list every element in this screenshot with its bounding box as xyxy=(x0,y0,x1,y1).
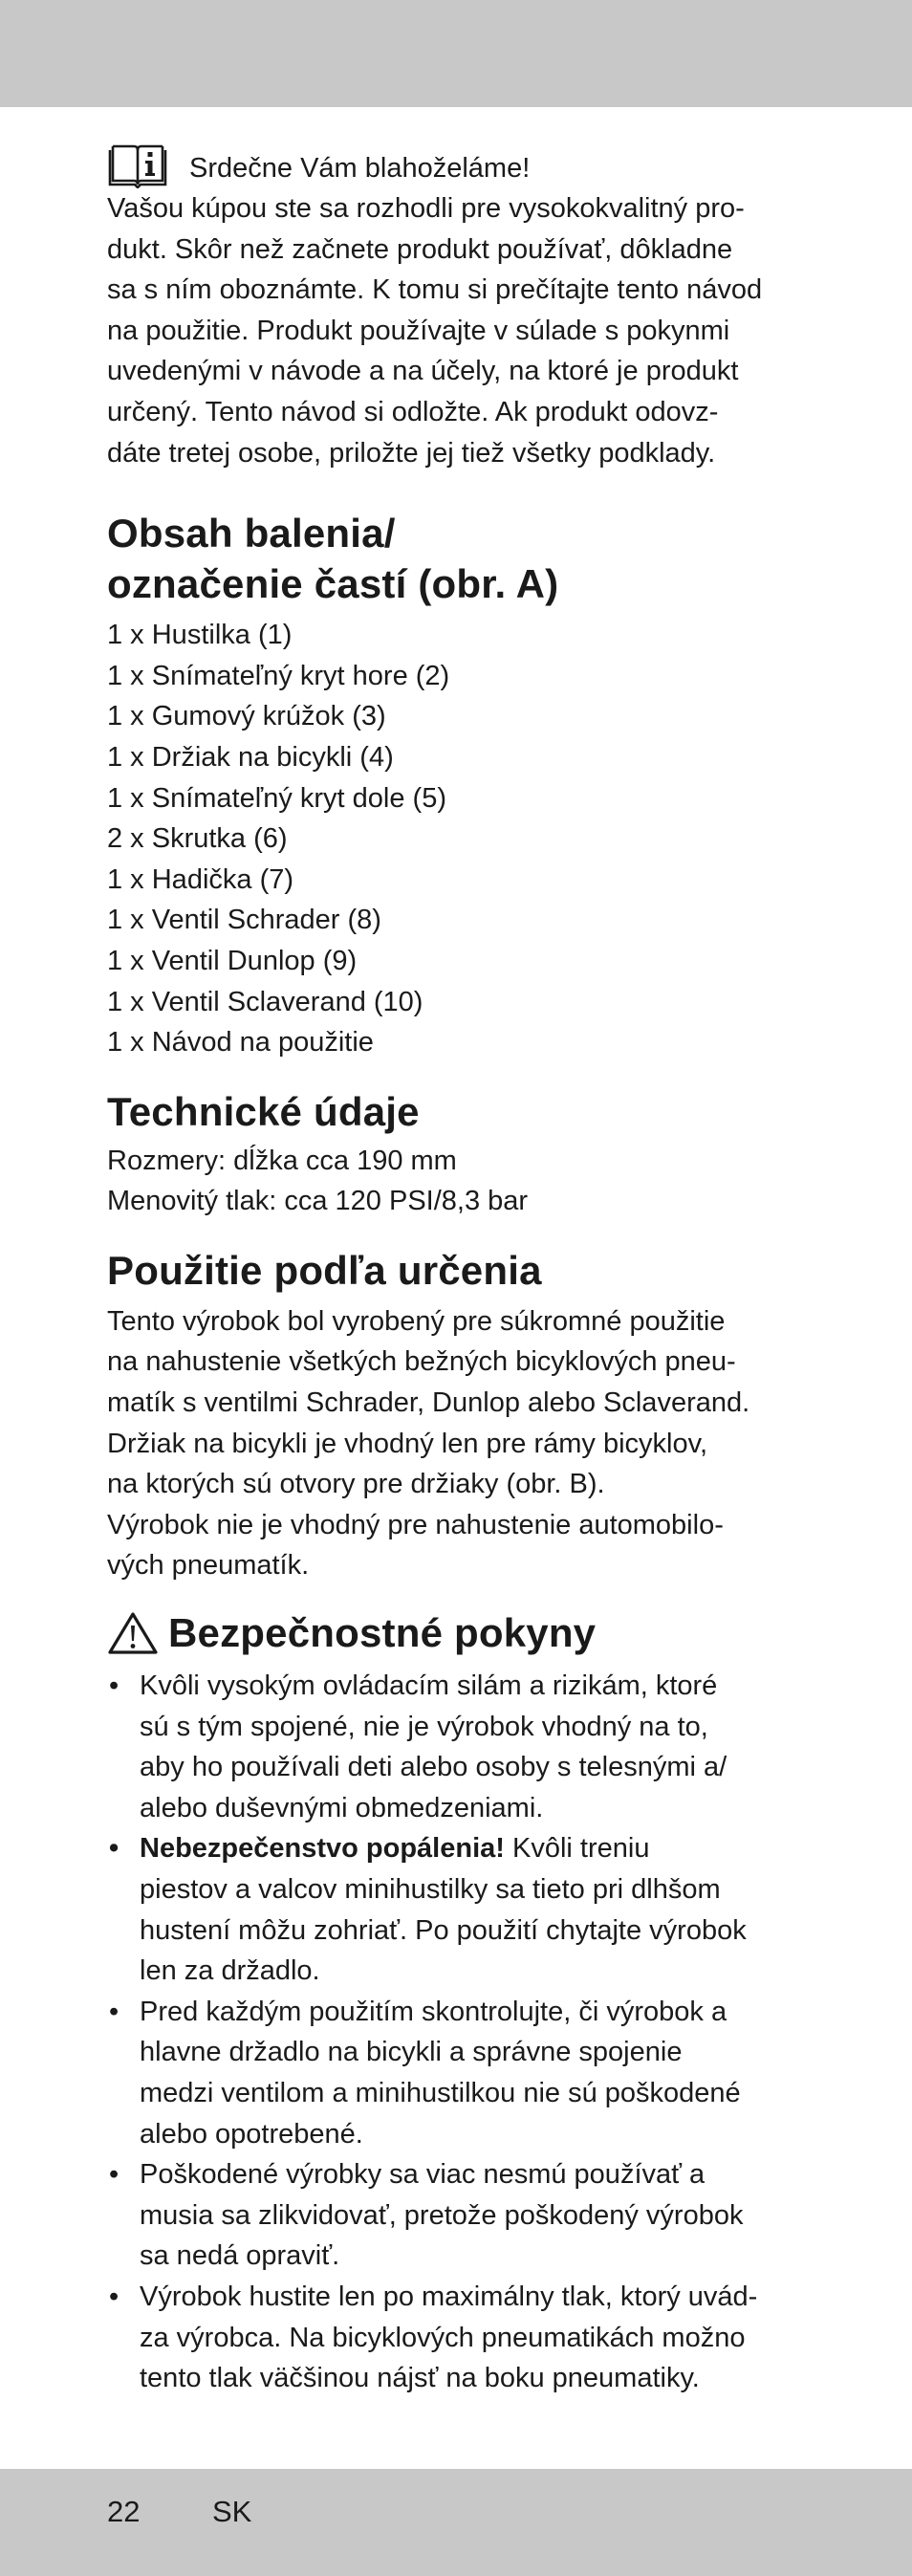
intended-use-line: na ktorých sú otvory pre držiaky (obr. B). xyxy=(107,1469,605,1500)
page-content xyxy=(107,139,810,2399)
contents-item: 1 x Hustilka (1) xyxy=(107,620,293,651)
contents-item: 1 x Hadička (7) xyxy=(107,863,294,895)
intro-paragraph xyxy=(107,188,810,473)
safety-line: alebo duševnými obmedzeniami. xyxy=(140,1792,544,1823)
intro-heading-row xyxy=(107,139,810,188)
bullet-dot: • xyxy=(109,1833,119,1865)
intended-use-heading: Použitie podľa určenia xyxy=(107,1247,542,1293)
contents-item: 1 x Gumový krúžok (3) xyxy=(107,701,386,732)
safety-item xyxy=(107,1992,810,2154)
intro-line: na použitie. Produkt používajte v súlade s pokynmi xyxy=(107,315,730,346)
technical-heading: Technické údaje xyxy=(107,1088,420,1134)
safety-line: tento tlak väčšinou nájsť na boku pneumatiky. xyxy=(140,2363,700,2394)
intended-use-line: Výrobok nie je vhodný pre nahustenie automobilo- xyxy=(107,1509,724,1540)
safety-line: aby ho používali deti alebo osoby s telesnými a/ xyxy=(140,1752,727,1783)
contents-item: 1 x Ventil Dunlop (9) xyxy=(107,945,358,976)
safety-line: za výrobca. Na bicyklových pneumatikách možno xyxy=(140,2322,746,2353)
intro-line: určený. Tento návod si odložte. Ak produkt odovz- xyxy=(107,396,719,427)
contents-heading xyxy=(107,508,810,609)
intro-line: uvedenými v návode a na účely, na ktoré je produkt xyxy=(107,356,739,387)
bullet-dot: • xyxy=(109,1670,119,1702)
safety-list xyxy=(107,1666,810,2399)
intended-use-paragraph xyxy=(107,1301,810,1586)
safety-heading-text: Bezpečnostné pokyny xyxy=(168,1610,597,1656)
bullet-dot: • xyxy=(109,2281,119,2312)
contents-item: 1 x Ventil Schrader (8) xyxy=(107,905,381,936)
intro-line: dáte tretej osobe, priložte jej tiež všetky podklady. xyxy=(107,437,716,469)
safety-item xyxy=(107,1666,810,1828)
contents-item: 1 x Návod na použitie xyxy=(107,1027,374,1059)
contents-item: 1 x Držiak na bicykli (4) xyxy=(107,741,394,773)
intended-use-line: matík s ventilmi Schrader, Dunlop alebo Sclaverand. xyxy=(107,1387,750,1419)
contents-heading-line1: Obsah balenia/ xyxy=(107,511,396,557)
bullet-dot: • xyxy=(109,1996,119,2027)
warning-triangle-icon xyxy=(107,1611,159,1655)
safety-line: len za držadlo. xyxy=(140,1955,320,1987)
intended-use-line: vých pneumatík. xyxy=(107,1550,310,1582)
safety-line: hlavne držadlo na bicykli a správne spojenie xyxy=(140,2037,683,2068)
contents-item: 2 x Skrutka (6) xyxy=(107,823,288,855)
contents-item: 1 x Snímateľný kryt dole (5) xyxy=(107,782,446,814)
safety-line: sa nedá opraviť. xyxy=(140,2240,340,2272)
intended-use-line: na nahustenie všetkých bežných bicyklových pneu- xyxy=(107,1346,736,1378)
bullet-dot: • xyxy=(109,2159,119,2191)
intro-heading: Srdečne Vám blahoželáme! xyxy=(189,153,531,184)
burn-warning-label: Nebezpečenstvo popálenia! xyxy=(140,1833,505,1865)
safety-line: Kvôli treniu xyxy=(504,1833,650,1865)
intro-line: sa s ním oboznámte. K tomu si prečítajte tento návod xyxy=(107,274,763,306)
safety-line: Poškodené výrobky sa viac nesmú používať a xyxy=(140,2159,706,2191)
safety-line: sú s tým spojené, nie je výrobok vhodný na to, xyxy=(140,1711,708,1742)
intended-use-line: Tento výrobok bol vyrobený pre súkromné použitie xyxy=(107,1305,726,1337)
safety-line: Pred každým použitím skontrolujte, či výrobok a xyxy=(140,1996,727,2027)
contents-item: 1 x Ventil Sclaverand (10) xyxy=(107,986,423,1017)
intro-line: Vašou kúpou ste sa rozhodli pre vysokokvalitný pro- xyxy=(107,193,745,224)
technical-line: Menovitý tlak: cca 120 PSI/8,3 bar xyxy=(107,1186,529,1217)
safety-line: alebo opotrebené. xyxy=(140,2118,363,2150)
safety-heading xyxy=(107,1607,810,1658)
safety-item xyxy=(107,1828,810,1991)
safety-line: medzi ventilom a minihustilkou nie sú poškodené xyxy=(140,2077,741,2108)
safety-item xyxy=(107,2277,810,2399)
safety-line: Výrobok hustite len po maximálny tlak, ktorý uvád- xyxy=(140,2281,758,2312)
language-code: SK xyxy=(212,2495,252,2528)
contents-heading-line2: označenie častí (obr. A) xyxy=(107,561,559,607)
safety-line: piestov a valcov minihustilky sa tieto pri dlhšom xyxy=(140,1874,721,1905)
safety-item xyxy=(107,2154,810,2277)
technical-line: Rozmery: dĺžka cca 190 mm xyxy=(107,1145,457,1176)
intended-use-line: Držiak na bicykli je vhodný len pre rámy bicyklov, xyxy=(107,1428,708,1459)
intro-line: dukt. Skôr než začnete produkt používať, dôkladne xyxy=(107,233,733,265)
safety-line: hustení môžu zohriať. Po použití chytajte výrobok xyxy=(140,1914,747,1946)
header-bar xyxy=(0,0,912,107)
page-number: 22 xyxy=(107,2495,141,2528)
contents-list xyxy=(107,615,810,1063)
book-info-icon xyxy=(107,142,168,188)
technical-data xyxy=(107,1141,810,1222)
safety-line: Kvôli vysokým ovládacím silám a rizikám, ktoré xyxy=(140,1670,718,1702)
safety-line: musia sa zlikvidovať, pretože poškodený výrobok xyxy=(140,2199,744,2231)
contents-item: 1 x Snímateľný kryt hore (2) xyxy=(107,660,450,691)
